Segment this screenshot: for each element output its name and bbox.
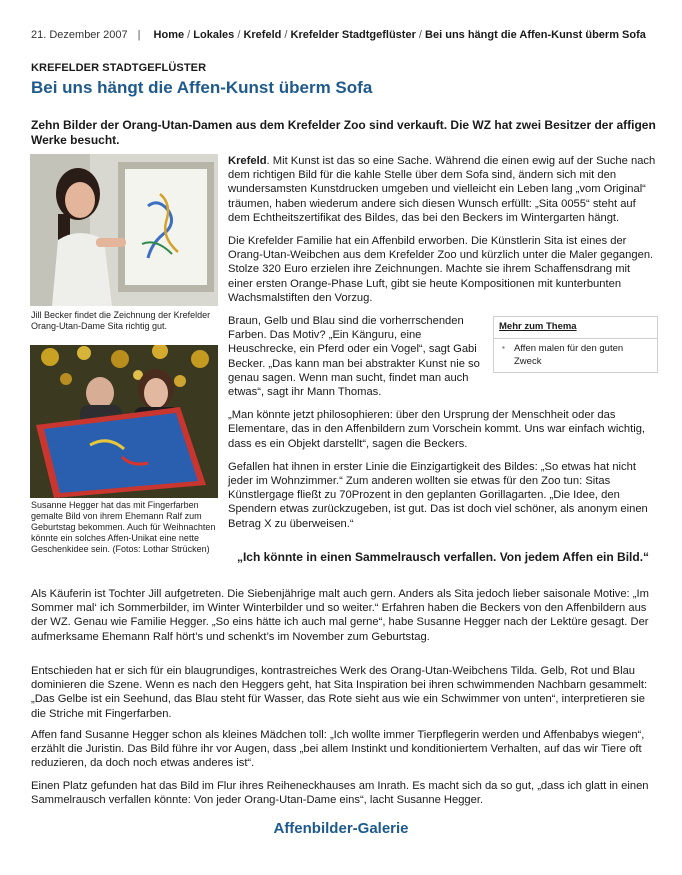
photo-hegger [30,345,218,498]
paragraph-6: Als Käuferin ist Tochter Jill aufgetreten. Die Siebenjährige malt auch gern. Anders als Sita jedoch lieber saisonale Motive: „Im Sommer mal‘ ich Sommerbilder, im Winter Winterbilder und so weiter.“ Erfahren haben die Beckers von den Affenbildern aus der WZ. Genau wie Familie Hegger. „So eins hätte ich auch mal gerne“, habe Susanne Hegger nach der Lektüre gesagt. Der aufmerksame Ehemann Ralf hört’s und schenkt’s im November zum Geburtstag. [31,588,649,643]
breadcrumb-stadtgefluester[interactable]: Krefelder Stadtgeflüster [290,29,416,41]
breadcrumb-lokales[interactable]: Lokales [193,29,235,41]
related-box [493,316,658,373]
photo-caption-1: Jill Becker findet die Zeichnung der Krefelder Orang-Utan-Dame Sita richtig gut. [31,310,211,331]
article-title: Bei uns hängt die Affen-Kunst überm Sofa [31,78,373,97]
paragraph-3: Braun, Gelb und Blau sind die vorherrschenden Farben. Das Motiv? „Ein Känguru, eine Heuschrecke, ein Pferd oder ein Vogel“, sagt Gabi Becker. „Das kann man bei abstrakter Kunst nie so genau sagen. Wenn man sucht, findet man auch etwas“, sagt ihr Mann Thomas. [228,315,480,399]
related-item[interactable] [494,339,657,372]
breadcrumb-home[interactable]: Home [153,29,185,41]
paragraph-5: Gefallen hat ihnen in erster Linie die Einzigartigkeit des Bildes: „So etwas hat nicht jeder im Wohnzimmer.“ Zum anderen wollten sie etwas für den Zoo tun: Sitas Künstlergage fließt zu 70Prozent in den geplanten Gorillagarten. „Die Idee, den Spendern etwas zurückzugeben, ist gut. Das ist doch viel schöner, als anonym einen Betrag X zu überweisen.“ [228,460,648,530]
article-body [228,154,658,540]
pull-quote: „Ich könnte in einen Sammelrausch verfallen. Von jedem Affen ein Bild.“ [236,550,650,564]
photo-jill-becker-image [30,154,218,306]
paragraph-1: Krefeld. Mit Kunst ist das so eine Sache. Während die einen ewig auf der Suche nach dem richtigen Bild für die kahle Stelle über dem Sofa sind, ändern sich mit den wundersamsten Kunstdrucken umgeben und vielleicht ein Leben lang „vom Original“ träumen, haben wiederum andere sich diesen Wunsch erfüllt: „Sita 0055“ steht auf dem Echtheitszertifikat des Bildes, das bei den Beckers im Wintergarten hängt. [228,155,656,224]
paragraph-7: Entschieden hat er sich für ein blaugrundiges, kontrastreiches Werk des Orang-Utan-Weibchens Tilda. Gelb, Rot und Blau dominieren die Szene. Wenn es nach den Heggers geht, hat Sita Inspiration bei ihren schwimmenden Nachbarn gesammelt: „Das Gelbe ist ein Seehund, das Blau steht für Wasser, das Rote sieht aus wie ein Schwimmer von unten“, interpretieren sie die Striche mit Fingerfarben. [31,665,648,720]
bullet-icon: ▪ [502,343,505,353]
related-heading: Mehr zum Thema [494,317,657,339]
article-lead: Zehn Bilder der Orang-Utan-Damen aus dem Krefelder Zoo sind verkauft. Die WZ hat zwei Besitzer der affigen Werke besucht. [31,118,656,147]
gallery-link[interactable]: Affenbilder-Galerie [273,820,409,837]
breadcrumb: 21. Dezember 2007 | Home / Lokales / Krefeld / Krefelder Stadtgeflüster / Bei uns hängt die Affen-Kunst überm Sofa [31,29,646,41]
photo-jill-becker [30,154,218,306]
related-link[interactable]: Affen malen für den guten Zweck [514,343,624,367]
dateline: Krefeld [228,155,267,167]
article-kicker: KREFELDER STADTGEFLÜSTER [31,62,207,74]
photo-hegger-image [30,345,218,498]
paragraph-8: Affen fand Susanne Hegger schon als kleines Mädchen toll: „Ich wollte immer Tierpflegerin werden und Affenbabys wiegen“, erzählt die Juristin. Das Bild führe ihr vor Augen, dass „bei allem Instinkt und konditioniertem Verhalten, auf das wir Tiere oft reduzieren, da doch noch etwas anderes ist“. [31,729,645,770]
breadcrumb-current[interactable]: Bei uns hängt die Affen-Kunst überm Sofa [425,29,646,41]
paragraph-9: Einen Platz gefunden hat das Bild im Flur ihres Reiheneckhauses am Inrath. Es macht sich da so gut, „dass ich glatt in einen Sammelrausch verfallen könnte: Von jeder Orang-Utan-Dame eins“, lacht Susanne Hegger. [31,780,649,807]
paragraph-4: „Man könnte jetzt philosophieren: über den Ursprung der Menschheit oder das Elementare, das in den Affenbildern zum Vorschein kommt. Uns war einfach wichtig, dass es ein Objekt darstellt“, sagen die Beckers. [228,409,646,450]
breadcrumb-krefeld[interactable]: Krefeld [243,29,282,41]
article-date: 21. Dezember 2007 [31,29,128,41]
photo-caption-2: Susanne Hegger hat das mit Fingerfarben gemalte Bild von ihrem Ehemann Ralf zum Geburtstag bekommen. Auch für Weihnachten könnte ein solches Affen-Unikat eine nette Geschenkidee sein. (Fotos: Lothar Strücken) [31,500,216,554]
paragraph-2: Die Krefelder Familie hat ein Affenbild erworben. Die Künstlerin Sita ist eines der Orang-Utan-Weibchen aus dem Krefelder Zoo und kürzlich unter die Maler gegangen. Stolze 320 Euro erzielen ihre Zeichnungen. Machte sie ihrem Schaffensdrang mit einer ersten Orange-Phase Luft, gibt sie heute Kompositionen mit kunterbunten Wachsmalstiften den Vorzug. [228,235,654,304]
